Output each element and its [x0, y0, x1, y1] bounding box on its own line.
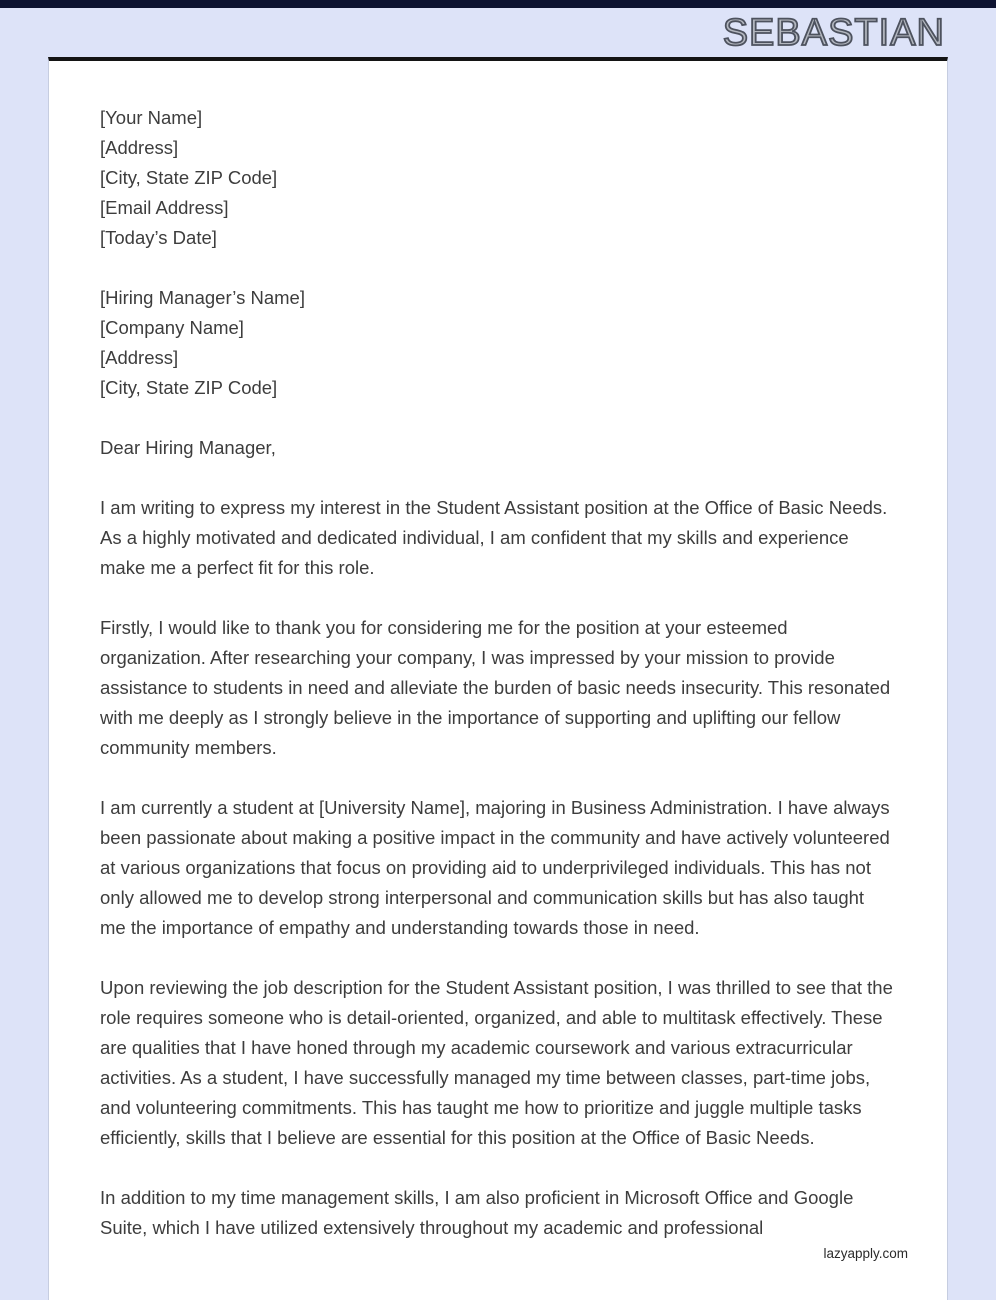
recipient-block [100, 283, 893, 403]
salutation: Dear Hiring Manager, [100, 437, 276, 458]
sender-block [100, 103, 893, 253]
cover-letter-body [100, 103, 893, 1243]
recipient-city-line: [City, State ZIP Code] [100, 377, 278, 398]
sender-address-line: [Address] [100, 137, 179, 158]
cover-letter-page [48, 57, 948, 1300]
paragraph-qualifications: Upon reviewing the job description for the Student Assistant position, I was thrilled to see that the role requires someone who is detail-oriented, organized, and able to multitask effectively. These are qualities that I have honed through my academic coursework and various extracurricular activities. As a student, I have successfully managed my time between classes, part-time jobs, and volunteering commitments. This has taught me how to prioritize and juggle multiple tasks efficiently, skills that I believe are essential for this position at the Office of Basic Needs. [100, 977, 893, 1148]
paragraph-intro: I am writing to express my interest in the Student Assistant position at the Office of Basic Needs. As a highly motivated and dedicated individual, I am confident that my skills and experience make me a perfect fit for this role. [100, 497, 888, 578]
recipient-name-line: [Hiring Manager’s Name] [100, 287, 305, 308]
top-border-strip [0, 0, 996, 8]
watermark-link[interactable]: lazyapply.com [823, 1246, 908, 1261]
sender-name-line: [Your Name] [100, 107, 203, 128]
sender-email-line: [Email Address] [100, 197, 229, 218]
paragraph-motivation: Firstly, I would like to thank you for considering me for the position at your esteemed organization. After researching your company, I was impressed by your mission to provide assistance to students in need and alleviate the burden of basic needs insecurity. This resonated with me deeply as I strongly believe in the importance of supporting and uplifting our fellow community members. [100, 617, 891, 758]
brand-logo: SEBASTIAN [722, 12, 945, 54]
recipient-company-line: [Company Name] [100, 317, 244, 338]
sender-date-line: [Today’s Date] [100, 227, 217, 248]
sender-city-line: [City, State ZIP Code] [100, 167, 278, 188]
paragraph-background: I am currently a student at [University Name], majoring in Business Administration. I have always been passionate about making a positive impact in the community and have actively volunteered at various organizations that focus on providing aid to underprivileged individuals. This has not only allowed me to develop strong interpersonal and communication skills but has also taught me the importance of empathy and understanding towards those in need. [100, 797, 890, 938]
recipient-address-line: [Address] [100, 347, 179, 368]
paragraph-skills: In addition to my time management skills, I am also proficient in Microsoft Office and Google Suite, which I have utilized extensively throughout my academic and professional [100, 1187, 854, 1238]
